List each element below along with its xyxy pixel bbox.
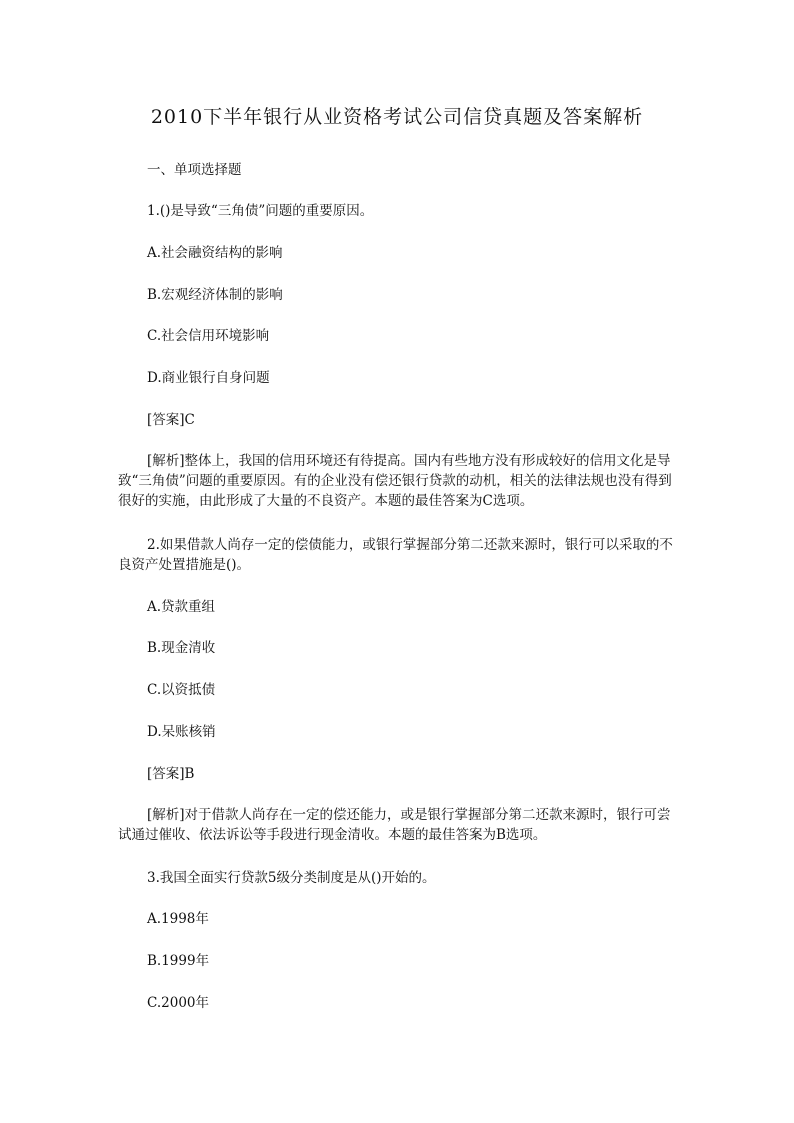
section-heading: 一、单项选择题 [147, 162, 242, 178]
option-b: B.宏观经济体制的影响 [147, 287, 283, 303]
question-stem: 2.如果借款人尚存一定的偿债能力，或银行掌握部分第二还款来源时，银行可以采取的不良资产处置措施是()。 [118, 537, 673, 573]
document-title: 2010下半年银行从业资格考试公司信贷真题及答案解析 [150, 106, 644, 128]
answer-line: [答案]C [147, 412, 195, 428]
analysis-paragraph: [解析]整体上，我国的信用环境还有待提高。国内有些地方没有形成较好的信用文化是导致“三角债”问题的重要原因。有的企业没有偿还银行贷款的动机，相关的法律法规也没有得到很好的实施，由此形成了大量的不良资产。本题的最佳答案为C选项。 [118, 453, 672, 509]
option-a: A.1998年 [147, 911, 209, 927]
option-b: B.现金清收 [147, 640, 216, 656]
analysis-paragraph: [解析]对于借款人尚存在一定的偿还能力，或是银行掌握部分第二还款来源时，银行可尝试通过催收、依法诉讼等手段进行现金清收。本题的最佳答案为B选项。 [118, 807, 671, 843]
option-c: C.2000年 [147, 995, 209, 1011]
option-d: D.呆账核销 [147, 724, 216, 740]
option-d: D.商业银行自身问题 [147, 370, 270, 386]
option-c: C.社会信用环境影响 [147, 328, 270, 344]
option-c: C.以资抵债 [147, 682, 216, 698]
option-b: B.1999年 [147, 953, 210, 969]
question-stem: 3.我国全面实行贷款5级分类制度是从()开始的。 [147, 870, 436, 886]
answer-line: [答案]B [147, 766, 195, 782]
option-a: A.贷款重组 [147, 599, 216, 615]
question-stem: 1.()是导致“三角债”问题的重要原因。 [147, 203, 374, 219]
option-a: A.社会融资结构的影响 [147, 245, 283, 261]
